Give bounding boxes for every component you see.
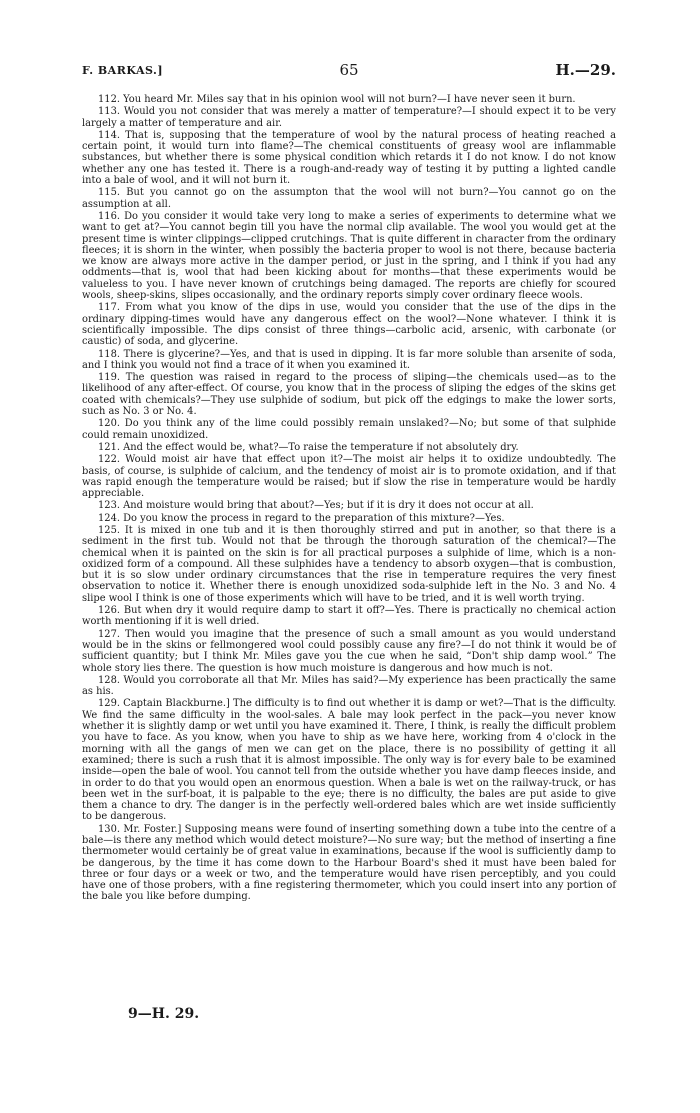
question-127: 127. Then would you imagine that the presence of such a small amount as you would understand would be in the skins or fellmongered wool could possibly cause any fire?—I do not think it would be of sufficient quantity; but I think Mr. Miles gave you the cue when he said, “Don't ship damp wool.” The whole story lies there. The question is how much moisture is dangerous and how much is not.: [82, 628, 616, 674]
question-118: 118. There is glycerine?—Yes, and that is used in dipping. It is far more soluble than arsenite of soda, and I think you would not find a trace of it when you examined it.: [82, 348, 616, 371]
question-115: 115. But you cannot go on the assumpton that the wool will not burn?—You cannot go on the assumption at all.: [82, 187, 616, 210]
document-reference: H.—29.: [555, 61, 616, 79]
question-121: 121. And the effect would be, what?—To raise the temperature if not absolutely dry.: [98, 441, 519, 453]
page-number: 65: [339, 61, 359, 79]
question-117: 117. From what you know of the dips in use, would you consider that the use of the dips in the ordinary dipping-times would have any dangerous effect on the wool?—None whatever. I think it is scientifically impossible. The dips consist of three things—carbolic acid, arsenic, with carbonate (or caustic) of soda, and glycerine.: [82, 302, 616, 348]
witness-name: F. BARKAS.]: [82, 64, 164, 77]
question-122: 122. Would moist air have that effect upon it?—The moist air helps it to oxidize undoubtedly. The basis, of course, is sulphide of calcium, and the tendency of moist air is to promote oxidation, and if that was rapid enough the temperature would be raised; but if slow the rise in temperature would be hardly appreciable.: [82, 454, 616, 500]
question-130: 130. Mr. Foster.] Supposing means were found of inserting something down a tube into the centre of a bale—is there any method which would detect moisture?—No sure way; but the method of inserting a fine thermometer would certainly be of great value in examinations, because if the wool is sufficiently damp to be dangerous, by the time it has come down to the Harbour Board's shed it must have been baled for three or four days or a week or two, and the temperature would have risen perceptibly, and you could have one of those probers, with a fine registering thermometer, which you could insert into any portion of the bale you like before dumping.: [82, 823, 616, 903]
question-116: 116. Do you consider it would take very long to make a series of experiments to determine what we want to get at?—You cannot begin till you have the normal clip available. The wool you would get at the present time is winter clippings—clipped crutchings. That is quite different in character from the ordinary fleeces; it is shorn in the winter, when possibly the bacteria proper to wool is not there, because bacteria we know are always more active in the damper period, or just in the spring, and I think if you had any oddments—that is, wool that had been kicking about for months—that these experiments would be valueless to you. I have never known of crutchings being damaged. The reports are chiefly for scoured wools, sheep-skins, slipes occasionally, and the ordinary reports simply cover ordinary fleece wools.: [82, 210, 617, 302]
question-112: 112. You heard Mr. Miles say that in his opinion wool will not burn?—I have never seen it burn.: [98, 94, 576, 105]
question-126: 126. But when dry it would require damp to start it off?—Yes. There is practically no chemical action worth mentioning if it is well dried.: [82, 605, 616, 628]
testimony-body: [82, 94, 616, 904]
question-124: 124. Do you know the process in regard to the preparation of this mixture?—Yes.: [98, 512, 505, 524]
question-114: 114. That is, supposing that the temperature of wool by the natural process of heating reached a certain point, it would turn into flame?—The chemical constituents of greasy wool are inflammable substances, but whether there is some physical condition which retards it I do not know. I do not know whether any one has tested it. There is a rough-and-ready way of testing it by putting a lighted candle into a bale of wool, and it will not burn it.: [82, 129, 616, 187]
question-119: 119. The question was raised in regard to the process of sliping—the chemicals used—as to the likelihood of any after-effect. Of course, you know that in the process of sliping the edges of the skins get coated with chemicals?—They use sulphide of sodium, but pick off the edgings to make the lower sorts, such as No. 3 or No. 4.: [82, 372, 616, 418]
page-header: [82, 61, 616, 82]
question-129: 129. Captain Blackburne.] The difficulty is to find out whether it is damp or wet?—That is the difficulty. We find the same difficulty in the wool-sales. A bale may look perfect in the pack—you never know whether it is slightly damp or wet until you have examined it. There, I think, is really the difficult problem you have to face. As you know, when you have to ship as we have here, working from 4 o'clock in the morning with all the gangs of men we can get on the place, there is no possibility of getting it all examined; there is such a rush that it is almost impossible. The only way is for every bale to be examined inside—open the bale of wool. You cannot tell from the outside whether you have damp fleeces inside, and in order to do that you would open an enormous question. When a bale is wet on the railway-truck, or has been wet in the surf-boat, it is palpable to the eye; there is no difficulty, the bales are put aside to give them a chance to dry. The danger is in the perfectly well-ordered bales which are wet inside sufficiently to be dangerous.: [82, 698, 616, 823]
question-125: 125. It is mixed in one tub and it is then thoroughly stirred and put in another, so that there is a sediment in the first tub. Would not that be through the thorough saturation of the chemical?—The chemical when it is painted on the skin is for all practical purposes a sulphide of lime, which is a non-oxidized form of a compound. All these sulphides have a tendency to absorb oxygen—that is combustion, but it is so slow under ordinary circumstances that the rise in temperature requires the very finest observation to notice it. Whether there is enough unoxidized soda-sulphide left in the No. 3 and No. 4 slipe wool I think is one of those experiments which will have to be tried, and it is well worth trying.: [82, 524, 616, 604]
signature-mark: 9—H. 29.: [128, 1006, 200, 1022]
question-123: 123. And moisture would bring that about?—Yes; but if it is dry it does not occur at all.: [98, 500, 534, 512]
question-120: 120. Do you think any of the lime could possibly remain unslaked?—No; but some of that sulphide could remain unoxidized.: [82, 418, 616, 441]
question-128: 128. Would you corroborate all that Mr. Miles has said?—My experience has been practically the same as his.: [82, 674, 616, 698]
question-113: 113. Would you not consider that was merely a matter of temperature?—I should expect it to be very largely a matter of temperature and air.: [82, 106, 616, 129]
